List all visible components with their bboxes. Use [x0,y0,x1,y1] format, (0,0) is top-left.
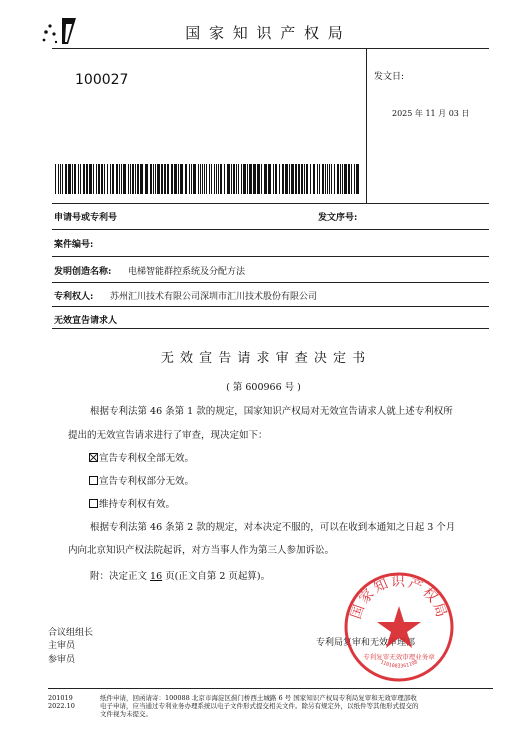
barcode-bar [273,164,274,194]
barcode-bar [130,164,131,194]
barcode-bar [351,164,352,194]
barcode-bar [275,164,277,194]
option-invalid-all-label: 宣告专利权全部无效。 [99,453,195,464]
barcode-bar [334,164,335,194]
checkbox-unchecked-icon [89,476,98,485]
barcode-bar [107,164,108,194]
barcode-bar [249,164,252,194]
barcode-bar [121,164,122,194]
barcode-bar [65,164,67,194]
barcode-bar [78,164,79,194]
barcode-bar [123,164,126,194]
option-maintain-valid-label: 维持专利权有效。 [99,499,176,510]
postal-code: 100027 [75,72,129,88]
barcode-bar [209,164,210,194]
barcode-bar [325,164,326,194]
barcode-bar [153,164,154,194]
barcode-bar [211,164,212,194]
attachment-prefix: 附：决定正文 [90,571,151,582]
barcode-bar [104,164,105,194]
cnipa-logo-graphic [40,14,80,48]
option-invalid-partial [89,476,194,488]
barcode-bar [167,164,169,194]
barcode-graphic [55,164,359,194]
barcode-bar [180,164,183,194]
barcode-bar [233,164,235,194]
row-rule-3 [52,282,489,283]
barcode-bar [116,164,118,194]
option-invalid-partial-label: 宣告专利权部分无效。 [99,476,195,487]
barcode-bar [193,164,196,194]
barcode-bar [304,164,305,194]
barcode-bar [98,164,100,194]
cnipa-logo [40,14,80,48]
barcode-bar [150,164,152,194]
header-column-divider [366,48,367,203]
barcode-bar [198,164,199,194]
footer-mailing-note: 纸件申请，回函请寄：100088 北京市海淀区蓟门桥西土城路 6 号 国家知识产权局专利局复审和无效审理部收 [100,694,417,702]
barcode-bar [128,164,129,194]
barcode-bar [171,164,173,194]
barcode-bar [74,164,76,194]
case-no-label: 案件编号: [54,240,94,250]
issuing-department: 专利局复审和无效审理部 [316,638,416,648]
barcode-bar [268,164,271,194]
barcode-bar [227,164,230,194]
barcode-bar [253,164,256,194]
barcode-bar [354,164,355,194]
barcode-bar [101,164,103,194]
patentee-label: 专利权人: [54,292,94,302]
row-rule-1 [52,229,489,230]
barcode-bar [337,164,339,194]
barcode [55,164,359,194]
barcode-bar [264,164,267,194]
barcode-bar [236,164,237,194]
barcode-bar [295,164,297,194]
barcode-bar [298,164,300,194]
official-seal [342,570,456,684]
barcode-bar [204,164,205,194]
barcode-bar [58,164,59,194]
barcode-bar [157,164,160,194]
barcode-bar [306,164,308,194]
participating-examiner: 参审员 [48,655,76,665]
barcode-bar [191,164,192,194]
barcode-bar [247,164,248,194]
barcode-bar [72,164,73,194]
barcode-bar [185,164,187,194]
row-rule-2 [52,256,489,257]
barcode-bar [279,164,280,194]
official-seal-graphic [342,570,456,684]
barcode-bar [331,164,332,194]
barcode-bar [68,164,71,194]
barcode-bar [231,164,232,194]
barcode-bar [135,164,136,194]
paragraph-1-line-2: 提出的无效宣告请求进行了审查，现决定如下： [68,430,268,441]
doc-serial-label: 发文序号: [318,213,358,223]
paragraph-2-line-1: 根据专利法第 46 条第 2 款的规定，对本决定不服的，可以在收到本通知之日起 3 个月 [90,522,456,533]
barcode-bar [93,164,94,194]
barcode-bar [145,164,148,194]
barcode-bar [96,164,97,194]
footer-electronic-note: 电子申请，应当通过专利业务办理系统以电子文件形式提交相关文件。除另有规定外，以纸件等其他形式提交的 [100,702,419,710]
checkbox-checked-icon [89,453,98,462]
barcode-bar [218,164,219,194]
paragraph-1-line-1: 根据专利法第 46 条第 1 款的规定，国家知识产权局对无效宣告请求人就上述专利权所 [90,406,453,417]
option-maintain-valid [89,499,175,511]
barcode-bar [80,164,81,194]
send-date-label: 发文日: [374,72,405,82]
svg-text:1101083361198: 1101083361198 [379,659,419,670]
barcode-bar [189,164,190,194]
barcode-bar [224,164,225,194]
svg-text:国家知识产权局: 国家知识产权局 [348,574,450,622]
barcode-bar [348,164,350,194]
barcode-bar [155,164,156,194]
barcode-bar [261,164,262,194]
barcode-bar [329,164,330,194]
barcode-bar [238,164,239,194]
barcode-bar [313,164,315,194]
footer-rule [48,688,493,689]
footer-code-1: 201019 [48,694,73,702]
application-no-label: 申请号或专利号 [54,213,118,223]
barcode-bar [140,164,143,194]
patentee-value: 苏州汇川技术有限公司深圳市汇川技术股份有限公司 [110,292,318,302]
send-date-value: 2025 年 11 月 03 日 [392,109,470,118]
barcode-bar [174,164,177,194]
barcode-bar [301,164,303,194]
attachment-pages: 16 [150,571,163,582]
barcode-bar [317,164,318,194]
barcode-bar [289,164,290,194]
barcode-bar [216,164,217,194]
barcode-bar [243,164,246,194]
barcode-bar [344,164,347,194]
main-examiner: 主审员 [48,641,76,651]
attachment-suffix: 页(正文自第 2 页起算)。 [162,571,271,582]
barcode-bar [319,164,320,194]
row-rule-4 [52,306,489,307]
barcode-bar [257,164,260,194]
checkbox-unchecked-icon [89,499,98,508]
barcode-bar [62,164,63,194]
barcode-bar [60,164,61,194]
row-rule-5 [52,328,489,329]
barcode-bar [356,164,359,194]
barcode-bar [178,164,179,194]
barcode-bar [110,164,111,194]
attachment-note [90,571,270,583]
paragraph-2-line-2: 内向北京知识产权法院起诉，对方当事人作为第三人参加诉讼。 [68,545,335,556]
header-bottom-rule [52,203,489,204]
barcode-bar [214,164,215,194]
footer-code-2: 2022.10 [48,702,75,710]
option-invalid-all [89,453,194,465]
barcode-bar [285,164,288,194]
barcode-bar [89,164,92,194]
barcode-bar [55,164,56,194]
svg-text:专利复审无效审理业务章: 专利复审无效审理业务章 [363,653,435,661]
invention-title-label: 发明创造名称: [54,267,112,277]
decision-number: ( 第 600966 号 ) [226,382,301,393]
barcode-bar [137,164,139,194]
barcode-bar [342,164,343,194]
header-top-rule [52,48,489,49]
decision-title: 无 效 宣 告 请 求 审 查 决 定 书 [160,351,367,366]
barcode-bar [220,164,222,194]
barcode-bar [112,164,114,194]
barcode-bar [119,164,120,194]
invention-title-value: 电梯智能群控系统及分配方法 [128,267,246,277]
panel-leader: 合议组组长 [48,628,94,638]
barcode-bar [291,164,294,194]
barcode-bar [310,164,311,194]
barcode-bar [132,164,134,194]
office-name: 国 家 知 识 产 权 局 [185,24,345,42]
barcode-bar [322,164,324,194]
barcode-bar [86,164,88,194]
barcode-bar [241,164,242,194]
barcode-bar [327,164,328,194]
requester-label: 无效宣告请求人 [54,316,118,326]
barcode-bar [340,164,341,194]
barcode-bar [202,164,203,194]
barcode-bar [161,164,163,194]
barcode-bar [83,164,85,194]
barcode-bar [282,164,284,194]
footer-invalid-note: 文件视为未提交。 [100,710,152,718]
barcode-bar [206,164,207,194]
barcode-bar [164,164,166,194]
barcode-bar [200,164,201,194]
